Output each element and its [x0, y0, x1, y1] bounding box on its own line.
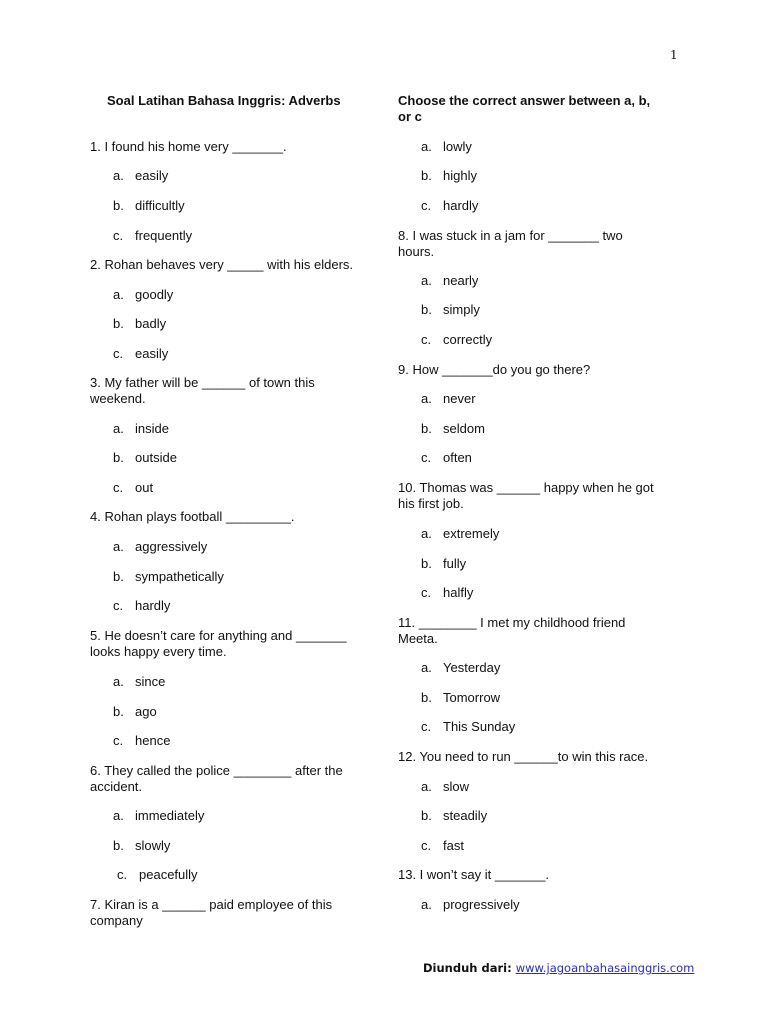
- option-letter: c.: [421, 450, 432, 465]
- option-letter: b.: [421, 690, 432, 705]
- option-text: difficultly: [135, 198, 185, 213]
- option-letter: c.: [113, 228, 124, 243]
- option-letter: a.: [113, 421, 124, 436]
- option-letter: b.: [421, 302, 432, 317]
- option-letter: b.: [113, 838, 124, 853]
- option-text: progressively: [443, 897, 520, 912]
- footer-link[interactable]: www.jagoanbahasainggris.com: [515, 961, 695, 975]
- option-text: hardly: [443, 198, 479, 213]
- option-letter: c.: [113, 480, 124, 495]
- option-letter: c.: [421, 585, 432, 600]
- option-letter: c.: [113, 346, 124, 361]
- option-letter: a.: [113, 287, 124, 302]
- question-text: Meeta.: [398, 631, 438, 646]
- option-text: fast: [443, 838, 464, 853]
- question-text: 2. Rohan behaves very _____ with his elders.: [90, 257, 354, 272]
- option-text: slow: [443, 779, 470, 794]
- footer-label: Diunduh dari:: [423, 961, 512, 975]
- option-text: frequently: [135, 228, 193, 243]
- option-text: This Sunday: [443, 719, 516, 734]
- question-text: 6. They called the police ________ after the: [90, 763, 343, 778]
- option-letter: a.: [421, 779, 432, 794]
- option-letter: b.: [113, 450, 124, 465]
- option-letter: b.: [421, 556, 432, 571]
- option-text: hence: [135, 733, 171, 748]
- option-letter: a.: [421, 273, 432, 288]
- option-text: lowly: [443, 139, 472, 154]
- option-text: peacefully: [139, 867, 198, 882]
- option-text: badly: [135, 316, 167, 331]
- question-text: 12. You need to run ______to win this race.: [398, 749, 649, 764]
- option-text: highly: [443, 168, 477, 183]
- option-text: slowly: [135, 838, 171, 853]
- question-text: his first job.: [398, 496, 464, 511]
- option-letter: b.: [421, 168, 432, 183]
- option-text: since: [135, 674, 166, 689]
- option-text: sympathetically: [135, 569, 224, 584]
- question-text: 9. How _______do you go there?: [398, 362, 591, 377]
- question-text: looks happy every time.: [90, 644, 227, 659]
- question-text: 4. Rohan plays football _________.: [90, 509, 295, 524]
- option-letter: b.: [421, 421, 432, 436]
- option-text: immediately: [135, 808, 205, 823]
- option-letter: c.: [113, 733, 124, 748]
- option-letter: b.: [113, 704, 124, 719]
- question-text: 11. ________ I met my childhood friend: [398, 615, 626, 630]
- option-text: hardly: [135, 598, 171, 613]
- option-text: fully: [443, 556, 467, 571]
- option-text: aggressively: [135, 539, 208, 554]
- question-text: 10. Thomas was ______ happy when he got: [398, 480, 654, 495]
- option-letter: a.: [421, 139, 432, 154]
- option-text: goodly: [135, 287, 174, 302]
- option-letter: b.: [113, 198, 124, 213]
- option-text: ago: [135, 704, 157, 719]
- option-text: inside: [135, 421, 169, 436]
- instructions-line-2: or c: [398, 109, 422, 124]
- option-text: Yesterday: [443, 660, 501, 675]
- question-text: 5. He doesn’t care for anything and _______: [90, 628, 347, 643]
- option-text: steadily: [443, 808, 488, 823]
- option-letter: c.: [421, 719, 432, 734]
- option-text: often: [443, 450, 472, 465]
- option-letter: c.: [421, 838, 432, 853]
- option-text: Tomorrow: [443, 690, 501, 705]
- option-text: correctly: [443, 332, 493, 347]
- option-text: outside: [135, 450, 177, 465]
- instructions-line-1: Choose the correct answer between a, b,: [398, 93, 651, 108]
- question-text: hours.: [398, 244, 435, 259]
- option-letter: a.: [113, 674, 124, 689]
- option-letter: a.: [421, 526, 432, 541]
- option-letter: a.: [421, 660, 432, 675]
- question-text: 8. I was stuck in a jam for _______ two: [398, 228, 623, 243]
- option-letter: a.: [421, 897, 432, 912]
- question-text: 1. I found his home very _______.: [90, 139, 287, 154]
- option-letter: b.: [113, 316, 124, 331]
- option-letter: c.: [113, 598, 124, 613]
- option-text: out: [135, 480, 154, 495]
- option-text: seldom: [443, 421, 485, 436]
- option-text: easily: [135, 168, 169, 183]
- option-text: nearly: [443, 273, 479, 288]
- worksheet-title: Soal Latihan Bahasa Inggris: Adverbs: [107, 93, 341, 108]
- option-letter: b.: [421, 808, 432, 823]
- question-text: 13. I won’t say it _______.: [398, 867, 550, 882]
- option-letter: a.: [113, 168, 124, 183]
- option-letter: a.: [113, 539, 124, 554]
- option-text: never: [443, 391, 476, 406]
- question-text: company: [90, 913, 143, 928]
- option-letter: a.: [113, 808, 124, 823]
- footer: [423, 961, 694, 975]
- page-number: 1: [670, 48, 678, 62]
- option-letter: b.: [113, 569, 124, 584]
- option-letter: c.: [117, 867, 128, 882]
- option-letter: c.: [421, 332, 432, 347]
- option-text: easily: [135, 346, 169, 361]
- question-text: 7. Kiran is a ______ paid employee of this: [90, 897, 333, 912]
- option-text: simply: [443, 302, 480, 317]
- option-text: halfly: [443, 585, 474, 600]
- question-text: weekend.: [90, 391, 146, 406]
- option-letter: a.: [421, 391, 432, 406]
- option-letter: c.: [421, 198, 432, 213]
- option-text: extremely: [443, 526, 500, 541]
- question-text: accident.: [90, 779, 143, 794]
- question-text: 3. My father will be ______ of town this: [90, 375, 315, 390]
